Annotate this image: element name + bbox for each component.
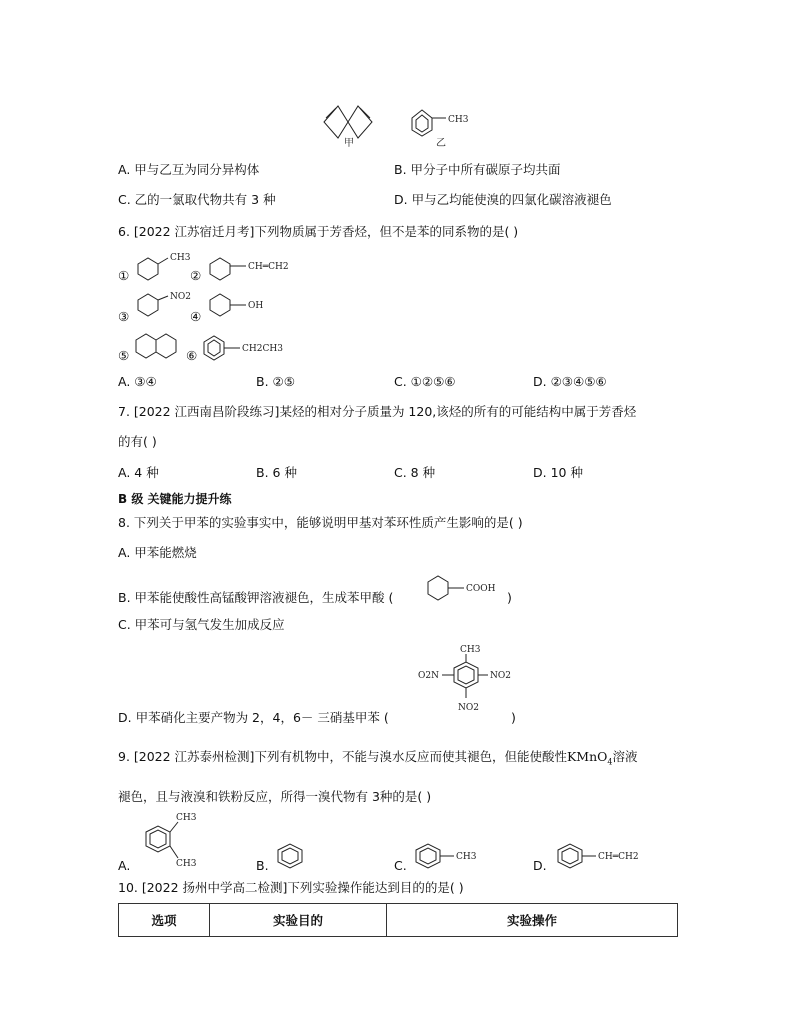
q8-option-a: A. 甲苯能燃烧 xyxy=(118,545,197,560)
q7-option-a: A. 4 种 xyxy=(118,465,159,480)
benzene-structure xyxy=(272,840,312,872)
q8-option-b-text: B. 甲苯能使酸性高锰酸钾溶液褪色，生成苯甲酸 ( xyxy=(118,590,394,605)
tnt-structure xyxy=(416,644,526,720)
q10-stem: 10. [2022 扬州中学高二检测]下列实验操作能达到目的的是( ) xyxy=(118,880,464,895)
ch3-label: CH3 xyxy=(170,253,191,263)
q9-option-a: A. xyxy=(118,858,131,873)
compound-jia-structure xyxy=(318,100,388,148)
ethyl-label: CH2CH3 xyxy=(242,344,283,354)
tnt-ch3-label: CH3 xyxy=(460,645,481,655)
q6-num-1: ① xyxy=(118,268,130,283)
q7-option-b: B. 6 种 xyxy=(256,465,297,480)
o-xylene-structure xyxy=(138,810,208,872)
nitrobenzene-structure xyxy=(134,288,198,320)
methyl-label: CH3 xyxy=(448,115,469,125)
tnt-no2-left-label: O2N xyxy=(418,671,439,681)
q7-stem-line1: 7. [2022 江西南昌阶段练习]某烃的相对分子质量为 120,该烃的所有的可能结构中属于芳香烃 xyxy=(118,404,637,419)
q5-option-d: D. 甲与乙均能使溴的四氯化碳溶液褪色 xyxy=(394,192,612,207)
q6-num-3: ③ xyxy=(118,309,130,324)
q7-option-c: C. 8 种 xyxy=(394,465,436,480)
header-operation: 实验操作 xyxy=(387,904,678,937)
q8-option-d-close: ) xyxy=(511,710,516,725)
ch3-top-label: CH3 xyxy=(176,813,197,823)
q5-option-a: A. 甲与乙互为同分异构体 xyxy=(118,162,260,177)
section-b-heading: B 级 关键能力提升练 xyxy=(118,492,232,506)
q8-option-d-text: D. 甲苯硝化主要产物为 2，4，6－ 三硝基甲苯 ( xyxy=(118,710,389,725)
q6-option-d: D. ②③④⑤⑥ xyxy=(533,374,607,389)
ch3-bottom-label: CH3 xyxy=(176,859,197,869)
label-jia: 甲 xyxy=(344,138,354,149)
q8-option-b-close: ) xyxy=(507,590,512,605)
no2-label: NO2 xyxy=(170,292,191,302)
oh-label: OH xyxy=(248,301,264,311)
q6-option-c: C. ①②⑤⑥ xyxy=(394,374,456,389)
naphthalene-structure xyxy=(132,330,188,362)
q6-num-6: ⑥ xyxy=(186,348,198,363)
q9-stem-line2: 褪色，且与液溴和铁粉反应，所得一溴代物有 3种的是( ) xyxy=(118,789,432,804)
q6-option-a: A. ③④ xyxy=(118,374,157,389)
q9-option-b: B. xyxy=(256,858,269,873)
q9-option-c: C. xyxy=(394,858,407,873)
label-yi: 乙 xyxy=(436,138,446,149)
ethylbenzene-structure xyxy=(200,334,296,362)
q8-stem: 8. 下列关于甲苯的实验事实中，能够说明甲基对苯环性质产生影响的是( ) xyxy=(118,515,523,530)
q5-option-b: B. 甲分子中所有碳原子均共面 xyxy=(394,162,561,177)
kmno4-formula: KMnO$_4$ xyxy=(566,749,613,767)
q6-stem: 6. [2022 江苏宿迁月考]下列物质属于芳香烃，但不是苯的同系物的是( ) xyxy=(118,224,519,239)
cooh-label: COOH xyxy=(466,584,496,594)
q5-option-c: C. 乙的一氯取代物共有 3 种 xyxy=(118,192,276,207)
styrene-structure xyxy=(206,254,302,280)
toluene-structure xyxy=(134,250,194,282)
q8-option-c: C. 甲苯可与氢气发生加成反应 xyxy=(118,617,285,632)
q9-stem-line1: 9. [2022 江苏泰州检测]下列有机物中，不能与溴水反应而使其褪色，但能使酸性KMnO$_4$溶液 xyxy=(118,749,638,767)
phenol-structure xyxy=(206,292,270,320)
header-option: 选项 xyxy=(119,904,210,937)
benzoic-acid-structure xyxy=(424,572,510,606)
ch3-c-label: CH3 xyxy=(456,852,477,862)
fused-cyclobutene-rings xyxy=(324,106,372,138)
compound-yi-structure xyxy=(404,104,484,148)
styrene-d-structure xyxy=(552,838,662,872)
q6-num-4: ④ xyxy=(190,309,202,324)
tnt-no2-right-label: NO2 xyxy=(490,671,511,681)
q6-option-b: B. ②⑤ xyxy=(256,374,295,389)
q10-table xyxy=(118,903,678,937)
tnt-no2-bottom-label: NO2 xyxy=(458,703,479,713)
q6-num-5: ⑤ xyxy=(118,348,130,363)
q9-option-d: D. xyxy=(533,858,547,873)
benzene-ring xyxy=(412,110,446,136)
toluene-c-structure xyxy=(410,838,490,872)
q6-num-2: ② xyxy=(190,268,202,283)
header-purpose: 实验目的 xyxy=(210,904,387,937)
vinyl-d-label: CH═CH2 xyxy=(598,852,639,862)
vinyl-label: CH═CH2 xyxy=(248,262,289,272)
q7-option-d: D. 10 种 xyxy=(533,465,583,480)
q9-stem-text: 9. [2022 江苏泰州检测]下列有机物中，不能与溴水反应而使其褪色，但能使酸性 xyxy=(118,749,567,764)
table-header-row xyxy=(119,904,678,937)
q7-stem-line2: 的有( ) xyxy=(118,434,157,449)
